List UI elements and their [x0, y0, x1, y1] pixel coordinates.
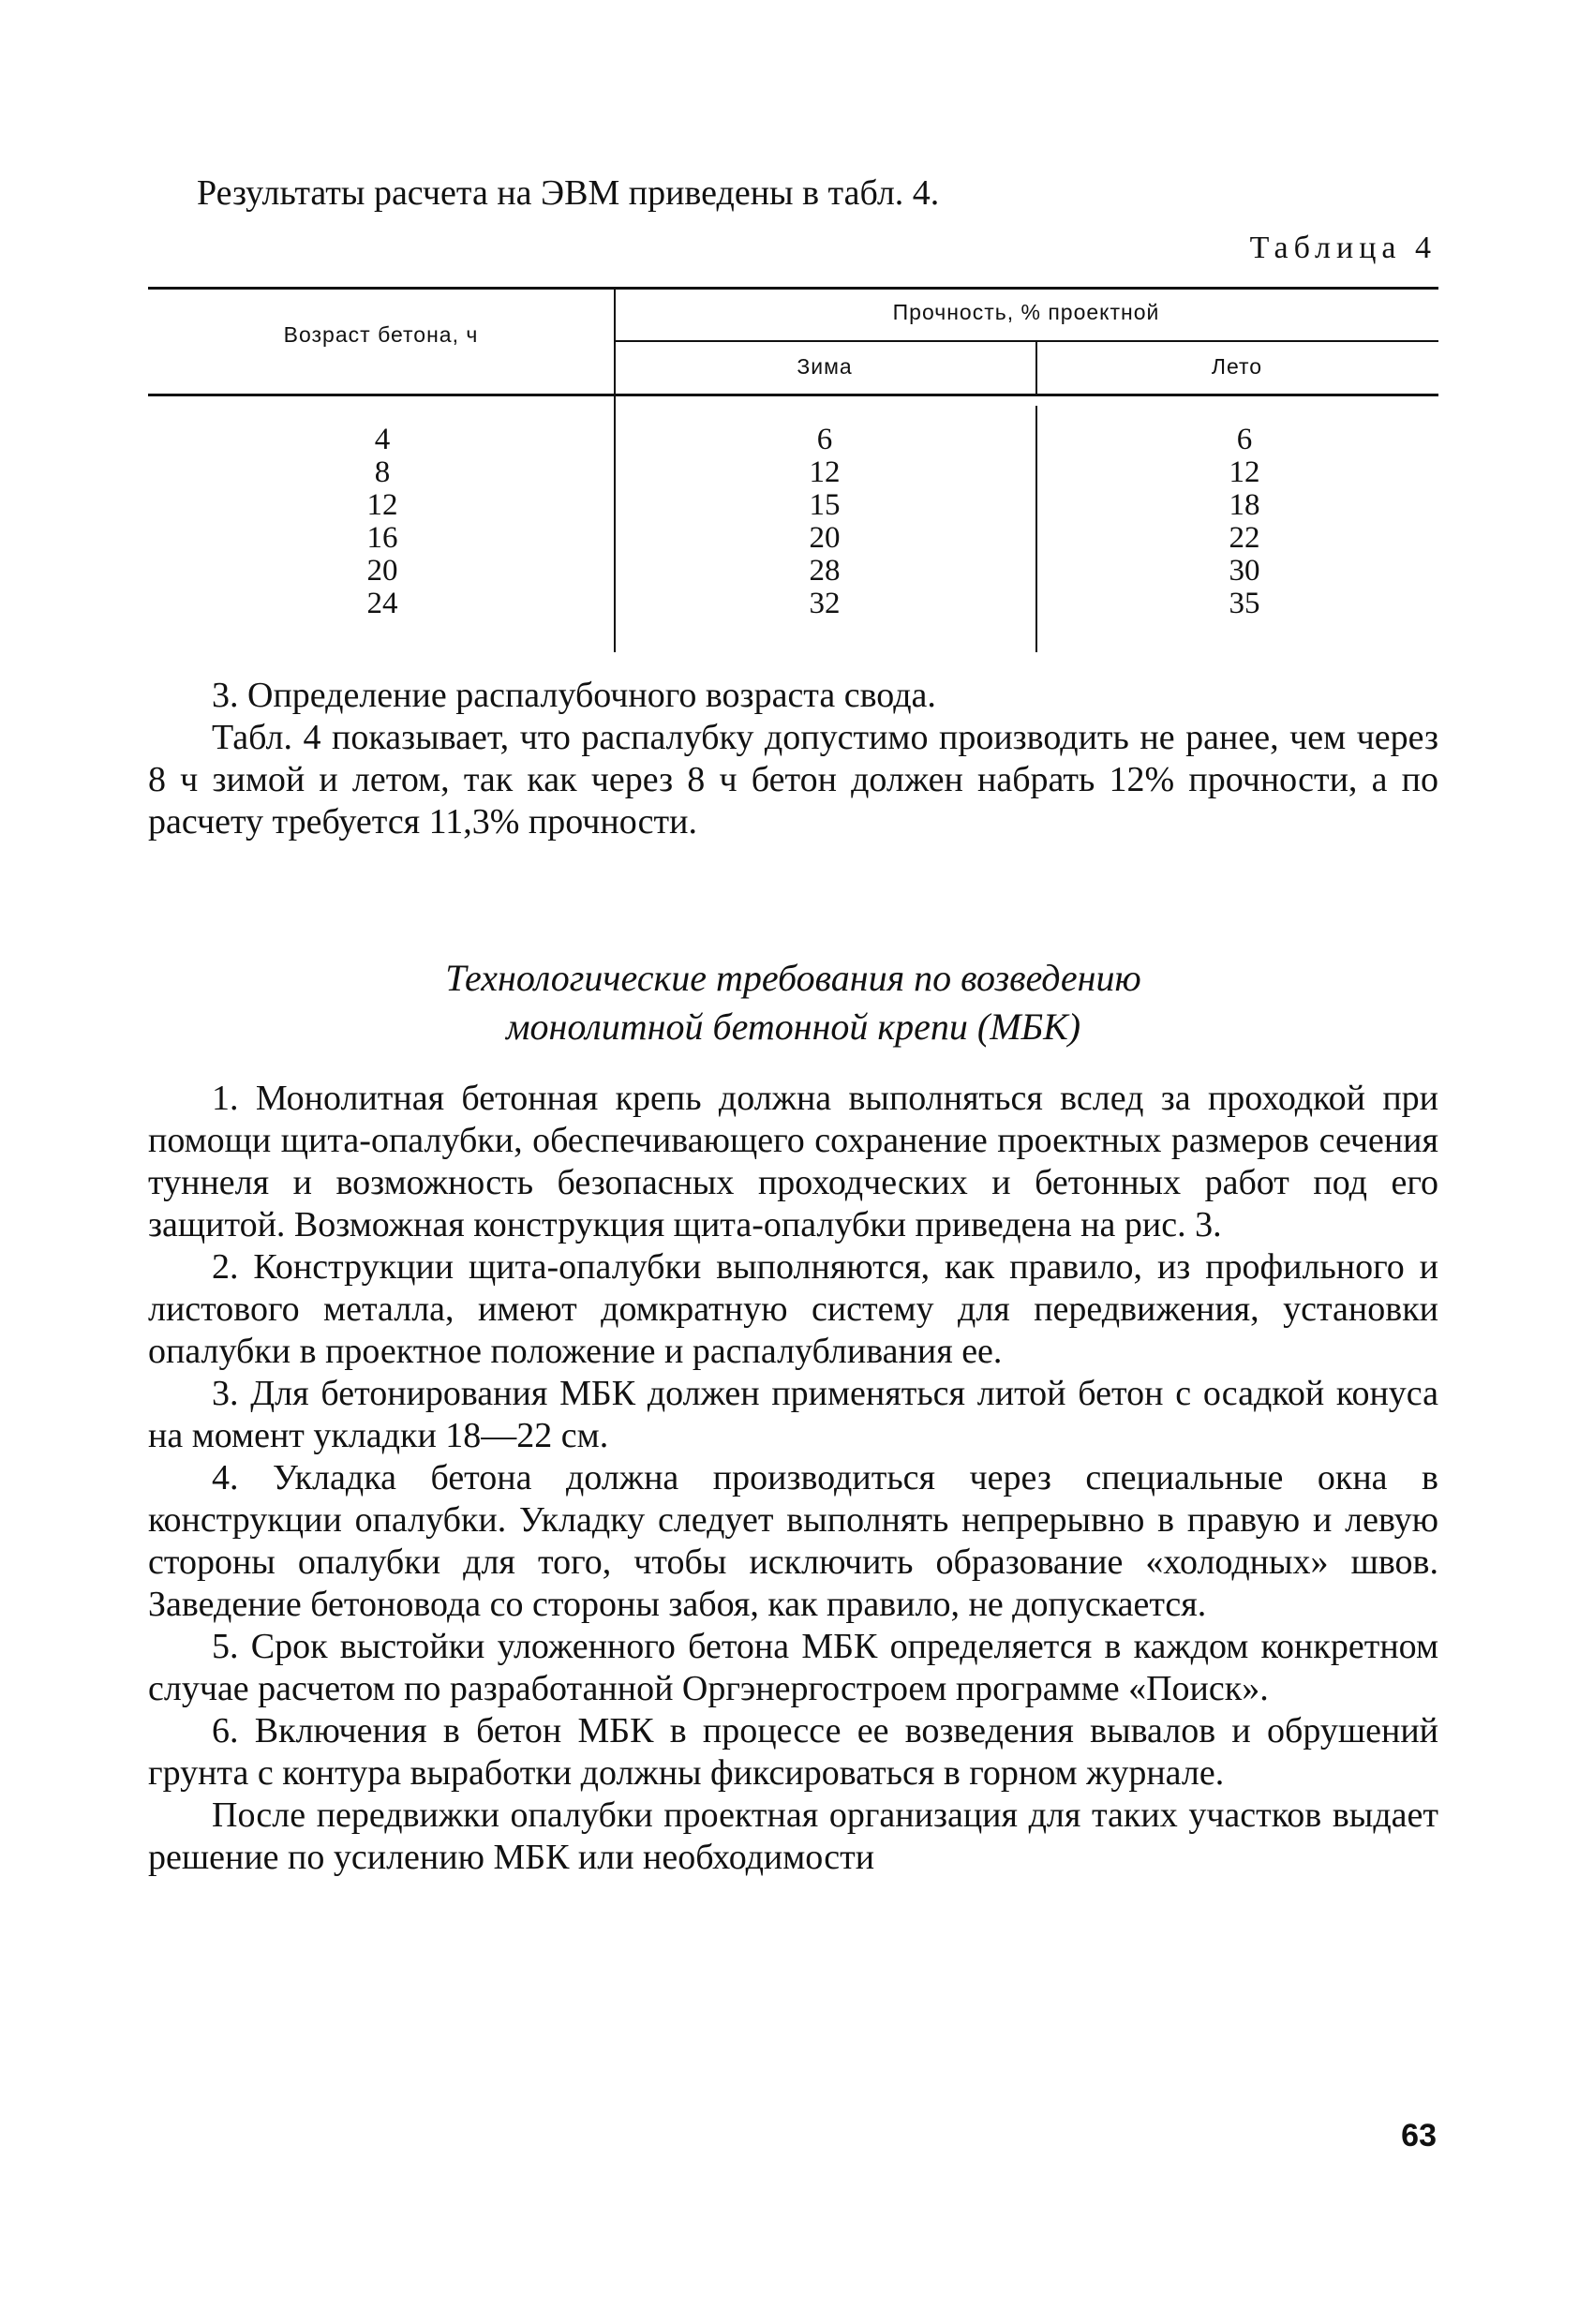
cell-summer: 35 [1229, 587, 1260, 620]
cell-age: 16 [366, 521, 398, 555]
paragraph: Табл. 4 показывает, что распалубку допустимо производить не ранее, чем через 8 ч зимой и летом, так как через 8 ч бетон должен набрать 12% прочности, а по расчету требуется 11,3% прочности. [148, 718, 1438, 842]
table-header-rule [148, 394, 1438, 396]
cell-winter: 6 [816, 423, 833, 456]
cell-summer: 22 [1229, 521, 1260, 555]
column-age [335, 424, 429, 620]
paragraph: 5. Срок выстойки уложенного бетона МБК определяется в каждом конкретном случае расчетом по разработанной Оргэнергостроем программе «Поиск». [148, 1627, 1438, 1708]
cell-age: 12 [366, 488, 398, 522]
table-subheader-rule [614, 340, 1438, 342]
table-divider-2-body [1035, 406, 1037, 652]
cell-winter: 28 [809, 554, 841, 588]
paragraph: 1. Монолитная бетонная крепь должна выполняться вслед за проходкой при помощи щита-опалубки, обеспечивающего сохранение проектных размеров сечения туннеля и возможность безопасных проходческих и бетонных работ под его защитой. Возможная конструкция щита-опалубки приведена на рис. 3. [148, 1079, 1438, 1244]
header-age: Возраст бетона, ч [283, 322, 479, 347]
cell-winter: 20 [809, 521, 841, 555]
paragraph: 2. Конструкции щита-опалубки выполняются, как правило, из профильного и листового металла, имеют домкратную систему для передвижения, установки опалубки в проектное положение и распалубливания ее. [148, 1247, 1438, 1371]
strength-table [148, 287, 1438, 652]
cell-age: 8 [374, 455, 391, 489]
paragraph: 6. Включения в бетон МБК в процессе ее возведения вывалов и обрушений грунта с контура выработки должны фиксироваться в горном журнале. [148, 1711, 1438, 1793]
header-winter: Зима [797, 354, 853, 379]
cell-age: 24 [366, 587, 398, 620]
cell-summer: 6 [1236, 423, 1253, 456]
heading-line-1: Технологические требования по возведению [445, 957, 1141, 999]
table-top-rule [148, 287, 1438, 290]
cell-age: 4 [374, 423, 391, 456]
cell-summer: 12 [1229, 455, 1260, 489]
cell-summer: 18 [1229, 488, 1260, 522]
header-strength: Прочность, % проектной [892, 300, 1160, 324]
section-requirements [148, 1078, 1438, 1879]
column-summer [1198, 424, 1291, 620]
section-heading [148, 954, 1438, 1051]
column-winter [778, 424, 871, 620]
paragraph: 3. Для бетонирования МБК должен применяться литой бетон с осадкой конуса на момент укладки 18—22 см. [148, 1374, 1438, 1455]
paragraph: После передвижки опалубки проектная организация для таких участков выдает решение по усилению МБК или необходимости [148, 1795, 1438, 1877]
heading-line-2: монолитной бетонной крепи (МБК) [505, 1006, 1081, 1048]
paragraph: 4. Укладка бетона должна производиться через специальные окна в конструкции опалубки. Укладку следует выполнять непрерывно в правую и левую стороны опалубки для того, чтобы исключить образование «холодных» швов. Заведение бетоновода со стороны забоя, как правило, не допускается. [148, 1458, 1438, 1624]
cell-winter: 15 [809, 488, 841, 522]
page-number: 63 [1401, 2118, 1437, 2153]
paragraph: 3. Определение распалубочного возраста свода. [212, 676, 936, 715]
cell-age: 20 [366, 554, 398, 588]
cell-winter: 32 [809, 587, 841, 620]
header-summer: Лето [1211, 354, 1263, 379]
intro-line: Результаты расчета на ЭВМ приведены в табл. 4. [197, 173, 940, 213]
cell-winter: 12 [809, 455, 841, 489]
cell-summer: 30 [1229, 554, 1260, 588]
section-calculation [148, 675, 1438, 843]
table-caption: Таблица 4 [1249, 231, 1437, 265]
